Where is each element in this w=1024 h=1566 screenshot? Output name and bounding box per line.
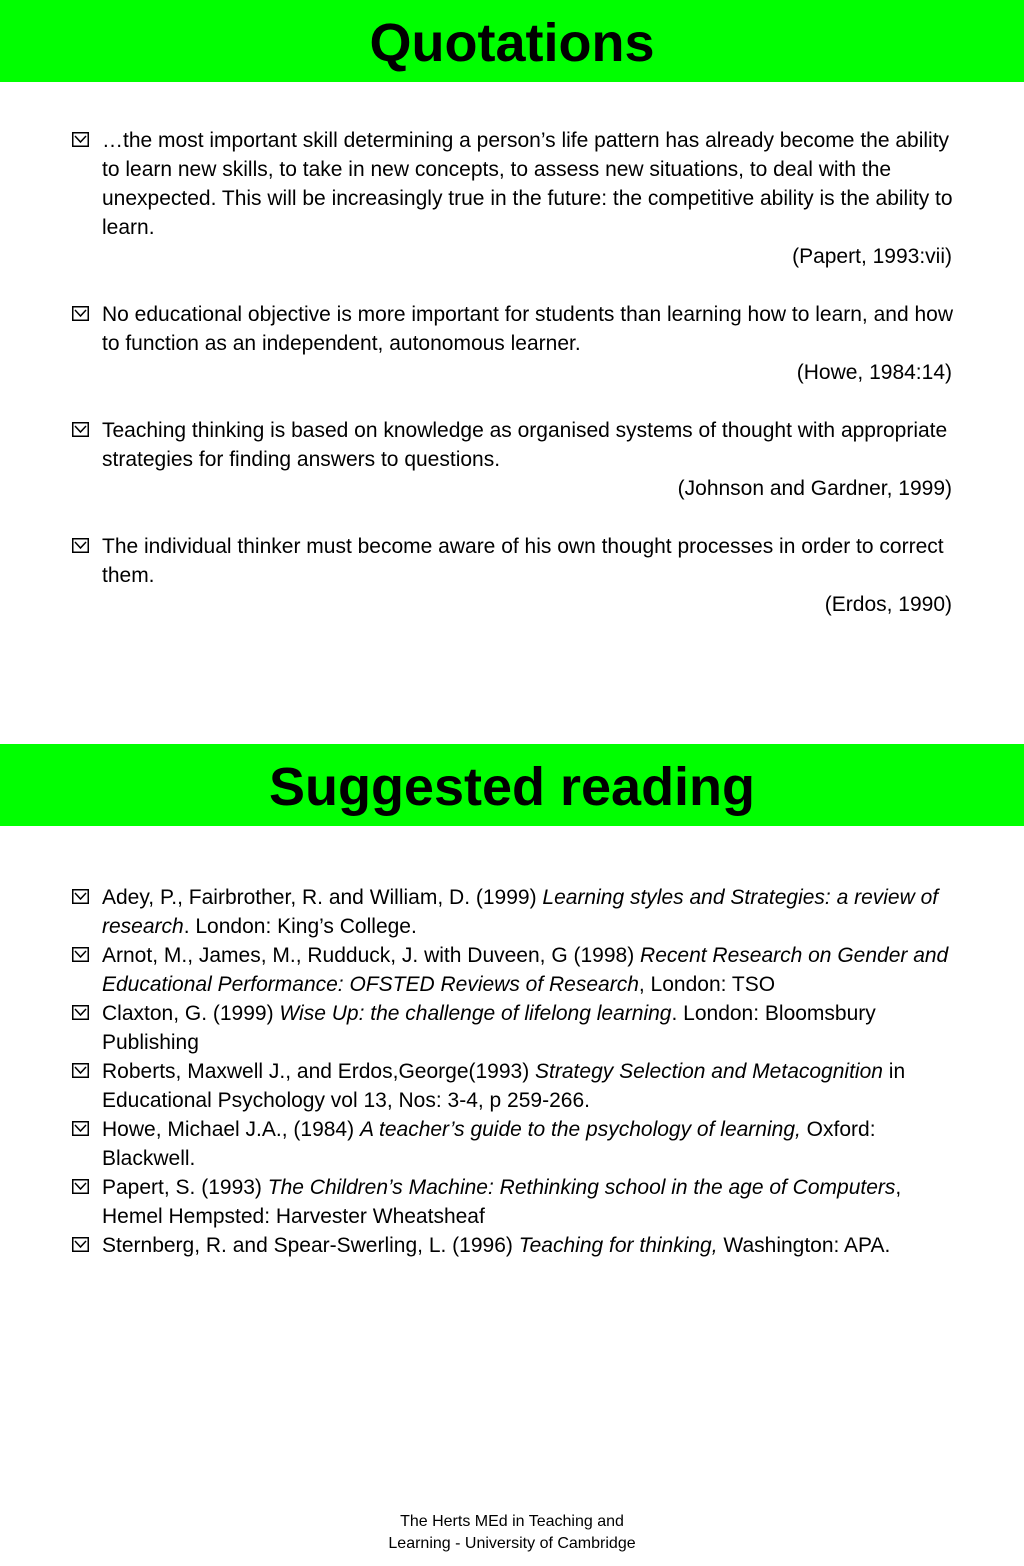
checkbox-icon xyxy=(72,306,89,321)
quote-text: Teaching thinking is based on knowledge as organised systems of thought with appropriate strategies for finding answers to questions. xyxy=(102,419,948,471)
quote-citation: (Papert, 1993:vii) xyxy=(792,245,952,268)
checkbox-icon xyxy=(72,889,89,904)
footer-line: Learning - University of Cambridge xyxy=(388,1535,636,1552)
checkbox-icon xyxy=(72,1005,89,1020)
quote-item xyxy=(72,416,960,503)
reference-publisher: Oxford: Blackwell. xyxy=(102,1118,876,1170)
reference-title: A teacher’s guide to the psychology of learning, xyxy=(359,1118,801,1141)
reference-item xyxy=(72,1115,960,1173)
reference-title: Strategy Selection and Metacognition xyxy=(535,1060,883,1083)
reference-authors: Papert, S. (1993) xyxy=(102,1176,268,1199)
checkbox-icon xyxy=(72,1063,89,1078)
reference-item xyxy=(72,1057,960,1115)
quote-item xyxy=(72,300,960,387)
reference-publisher: Washington: APA. xyxy=(717,1234,891,1257)
checkbox-icon xyxy=(72,1179,89,1194)
checkbox-icon xyxy=(72,1237,89,1252)
reference-authors: Adey, P., Fairbrother, R. and William, D. (1999) xyxy=(102,886,543,909)
quote-item xyxy=(72,126,960,271)
reference-publisher: in Educational Psychology vol 13, Nos: 3-4, p 259-266. xyxy=(102,1060,906,1112)
reference-publisher: , Hemel Hempsted: Harvester Wheatsheaf xyxy=(102,1176,902,1228)
checkbox-icon xyxy=(72,947,89,962)
reference-authors: Claxton, G. (1999) xyxy=(102,1002,280,1025)
reference-item xyxy=(72,1231,960,1260)
reference-authors: Sternberg, R. and Spear-Swerling, L. (1996) xyxy=(102,1234,519,1257)
quote-item xyxy=(72,532,960,619)
reference-item xyxy=(72,999,960,1057)
quote-text: No educational objective is more important for students than learning how to learn, and how to function as an independent, autonomous learner. xyxy=(102,303,953,355)
suggested-reading-heading: Suggested reading xyxy=(0,744,1024,826)
quote-citation: (Howe, 1984:14) xyxy=(796,361,952,384)
reference-title: Wise Up: the challenge of lifelong learning xyxy=(279,1002,672,1025)
reference-item xyxy=(72,941,960,999)
reference-authors: Howe, Michael J.A., (1984) xyxy=(102,1118,360,1141)
reference-publisher: . London: King’s College. xyxy=(183,915,417,938)
reference-publisher: . London: Bloomsbury Publishing xyxy=(102,1002,876,1054)
reference-authors: Roberts, Maxwell J., and Erdos,George(1993) xyxy=(102,1060,536,1083)
footer-line: The Herts MEd in Teaching and xyxy=(400,1513,624,1530)
checkbox-icon xyxy=(72,422,89,437)
reference-title: Recent Research on Gender and Educational Performance: OFSTED Reviews of Research xyxy=(102,944,949,996)
quote-text: The individual thinker must become aware of his own thought processes in order to correct them. xyxy=(102,535,944,587)
reference-item xyxy=(72,883,960,941)
reference-title: Learning styles and Strategies: a review of research xyxy=(102,886,939,938)
checkbox-icon xyxy=(72,538,89,553)
reference-publisher: , London: TSO xyxy=(638,973,776,996)
reference-title: The Children’s Machine: Rethinking school in the age of Computers xyxy=(267,1176,896,1199)
reading-list xyxy=(72,883,960,1260)
reference-item xyxy=(72,1173,960,1231)
checkbox-icon xyxy=(72,1121,89,1136)
checkbox-icon xyxy=(72,132,89,147)
quotations-list xyxy=(72,126,960,648)
reference-title: Teaching for thinking, xyxy=(518,1234,718,1257)
quote-citation: (Erdos, 1990) xyxy=(824,593,952,616)
footer xyxy=(0,1511,1024,1555)
quotations-heading: Quotations xyxy=(0,0,1024,82)
quote-text: …the most important skill determining a person’s life pattern has already become the ability to learn new skills, to take in new concepts, to assess new situations, to deal with the unexpected. This will be increasingly true in the future: the competitive ability is the ability to learn. xyxy=(102,129,953,239)
quote-citation: (Johnson and Gardner, 1999) xyxy=(677,477,952,500)
reference-authors: Arnot, M., James, M., Rudduck, J. with Duveen, G (1998) xyxy=(102,944,641,967)
